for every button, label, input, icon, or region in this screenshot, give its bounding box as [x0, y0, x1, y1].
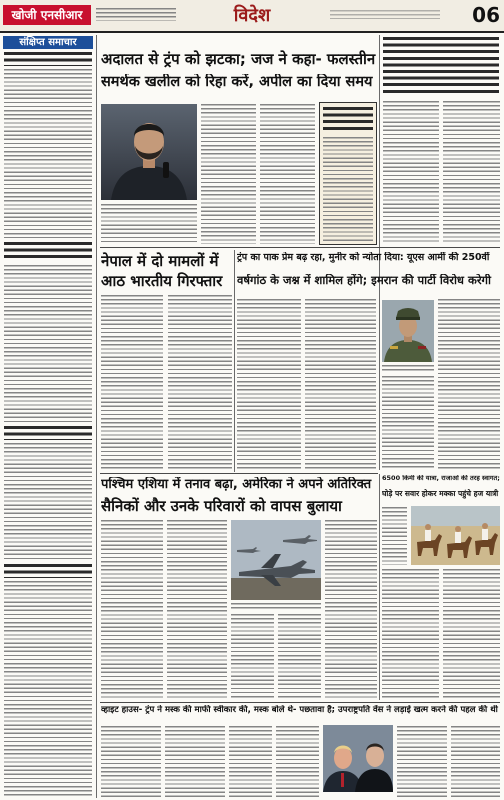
headline-line: घोड़े पर सवार होकर मक्का पहुंचे हज यात्री [382, 489, 499, 498]
news-photo [382, 300, 434, 362]
headline-line: आठ भारतीय गिरफ्तार [101, 272, 223, 290]
news-photo [323, 725, 393, 792]
story-body-text [278, 614, 321, 700]
story-body-text [231, 614, 274, 700]
brief-item-text [4, 69, 92, 238]
brief-item-headline [4, 242, 92, 262]
story-body-text [382, 376, 434, 470]
masthead-tagline-text [330, 10, 440, 19]
brief-item-text [4, 581, 92, 796]
brief-column-heading: संक्षिप्त समाचार [3, 36, 93, 49]
headline-line: नेपाल में दो मामलों में [101, 252, 219, 270]
story-body-text [260, 104, 315, 244]
story-body-text [383, 101, 439, 244]
photo-caption [101, 204, 197, 244]
story-body-text [438, 299, 500, 470]
photo-caption [382, 365, 434, 372]
news-photo [411, 506, 500, 565]
story-body-text [382, 569, 439, 700]
story-body-text [443, 569, 500, 700]
story-body-text [237, 299, 301, 470]
headline-line: अदालत से ट्रंप को झटका; जज ने कहा- फलस्तीन [101, 50, 376, 68]
brief-item-text [4, 443, 92, 560]
column-rule [234, 250, 235, 472]
headline-line: 6500 किमी की यात्रा, राजाओं की तरह स्वागत; [382, 475, 500, 482]
story-body-text [167, 520, 227, 700]
paper-name: खोजी एनसीआर [3, 5, 91, 25]
headline-line: व्हाइट हाउस- ट्रंप ने मस्क की माफी स्वीकार की, मस्क बोले थे- पछतावा है; उपराष्ट्रपति वेंस ने लड़ाई खत्म करने की पहल की थी [101, 705, 498, 715]
story-body-text [443, 101, 500, 244]
story-body-text [397, 726, 447, 797]
news-photo [231, 520, 321, 600]
section-title: विदेश [233, 5, 271, 26]
section-rule [100, 473, 378, 474]
story-body-text [276, 726, 319, 797]
story-body-text [382, 507, 407, 565]
boxed-story-headline [323, 107, 373, 133]
headline-line: सैनिकों और उनके परिवारों को वापस बुलाया [101, 497, 342, 515]
brief-item-headline [4, 52, 92, 66]
brief-item-headline [4, 564, 92, 578]
column-rule [96, 35, 97, 798]
story-body-text [101, 295, 163, 469]
headline-line: पश्चिम एशिया में तनाव बढ़ा, अमेरिका ने अपने अतिरिक्त [101, 477, 372, 492]
story-body-text [168, 295, 232, 469]
section-rule [100, 702, 500, 703]
headline-line: समर्थक खलील को रिहा करें, अपील का दिया समय [101, 74, 373, 90]
news-photo [101, 104, 197, 200]
dateline-text [96, 8, 176, 21]
brief-item-text [4, 265, 92, 422]
section-rule [100, 247, 500, 248]
headline-line: वर्षगांठ के जश्न में शामिल होंगे; इमरान की पार्टी विरोध करेगी [237, 274, 491, 287]
brief-item-headline [4, 426, 92, 440]
column-rule [379, 474, 380, 700]
right-story-headline [383, 37, 499, 96]
story-body-text [229, 726, 272, 797]
masthead-rule [0, 31, 504, 33]
story-body-text [305, 299, 376, 470]
story-body-text [101, 520, 163, 700]
headline-line: ट्रंप का पाक प्रेम बढ़ रहा, मुनीर को न्योता दिया: यूएस आर्मी की 250वीं [237, 252, 490, 263]
page-number: 06 [472, 3, 500, 27]
story-body-text [323, 137, 373, 241]
photo-caption [231, 603, 321, 610]
story-body-text [451, 726, 500, 797]
story-body-text [165, 726, 225, 797]
boxed-story [319, 102, 377, 245]
story-body-text [325, 520, 377, 700]
story-body-text [101, 726, 161, 797]
story-body-text [201, 104, 256, 244]
